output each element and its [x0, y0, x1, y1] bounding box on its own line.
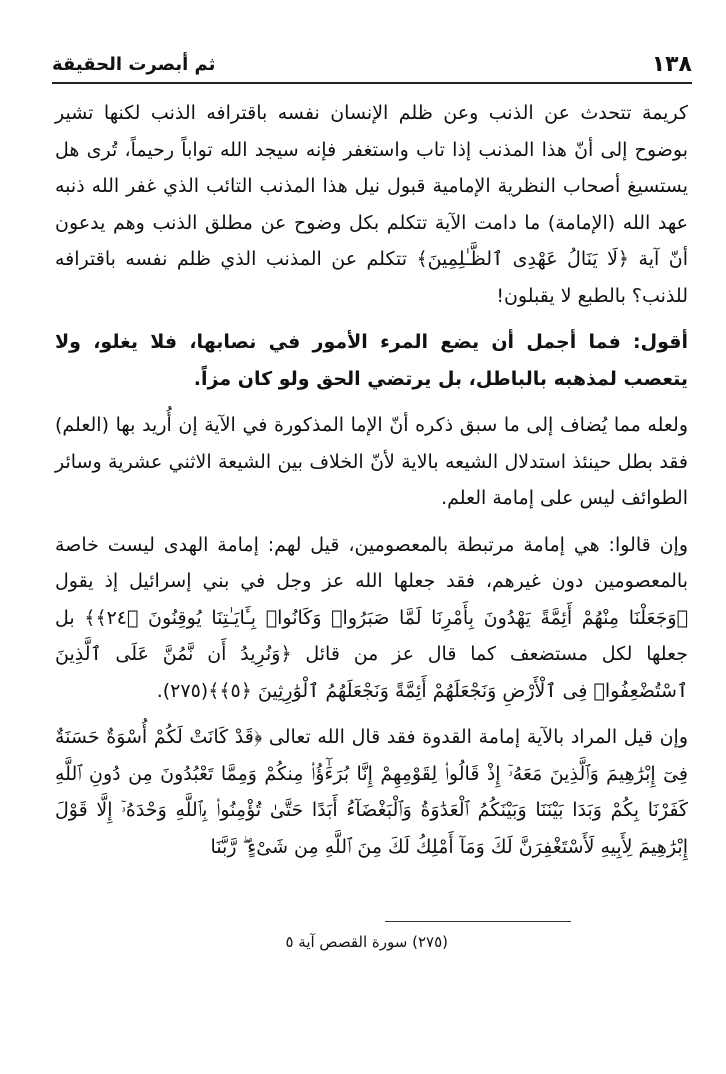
header-divider	[52, 82, 692, 84]
paragraph-3: ولعله مما يُضاف إلى ما سبق ذكره أنّ الإما المذكورة في الآية إن أُريد بها (العلم) فقد بطل حينئذ استدلال الشيعه بالاية لأنّ الخلاف بين الشيعة الاثني عشرية وسائر الطوائف ليس على إمامة العلم.	[55, 414, 688, 509]
paragraph-5: وإن قيل المراد بالآية إمامة القدوة فقد قال الله تعالى ﴿قَدْ كَانَتْ لَكُمْ أُسْوَةٌ حَسَنَةٌ فِىٓ إِبْرَٰهِيمَ وَٱلَّذِينَ مَعَهُۥٓ إِذْ قَالُوا۟ لِقَوْمِهِمْ إِنَّا بُرَءَٰٓؤُا۟ مِنكُمْ وَمِمَّا تَعْبُدُونَ مِن دُونِ ٱللَّهِ كَفَرْنَا بِكُمْ وَبَدَا بَيْنَنَا وَبَيْنَكُمُ ٱلْعَدَٰوَةُ وَٱلْبَغْضَآءُ أَبَدًا حَتَّىٰ تُؤْمِنُوا۟ بِٱللَّهِ وَحْدَهُۥٓ إِلَّا قَوْلَ إِبْرَٰهِيمَ لِأَبِيهِ لَأَسْتَغْفِرَنَّ لَكَ وَمَآ أَمْلِكُ لَكَ مِنَ ٱللَّهِ مِن شَىْءٍ ۖ رَّبَّنَا	[55, 726, 688, 858]
footnote: (٢٧٥) سورة القصص آية ٥	[285, 933, 448, 951]
running-title: ثم أبصرت الحقيقة	[52, 54, 216, 75]
main-text	[55, 95, 688, 865]
paragraph-1: كريمة تتحدث عن الذنب وعن ظلم الإنسان نفسه باقترافه الذنب لكنها تشير بوضوح إلى أنّ هذا المذنب إذا تاب واستغفر فإنه سيجد الله تواباً رحيماً، تُرى هل يستسيغ أصحاب النظرية الإمامية قبول نيل هذا المذنب التائب الذي غفر الله ذنبه عهد الله (الإمامة) ما دامت الآية تتكلم بكل وضوح عن مطلق الذنب وهم يدعون أنّ آية ﴿لَا يَنَالُ عَهْدِى ٱلظَّـٰلِمِينَ﴾ تتكلم عن المذنب الذي ظلم نفسه باقترافه للذنب؟ بالطبع لا يقبلون!	[55, 102, 688, 307]
paragraph-4: وإن قالوا: هي إمامة مرتبطة بالمعصومين، قيل لهم: إمامة الهدى ليست خاصة بالمعصومين دون غيرهم، فقد جعلها الله عز وجل في بني إسرائيل إذ يقول ﴿وَجَعَلْنَا مِنْهُمْ أَئِمَّةً يَهْدُونَ بِأَمْرِنَا لَمَّا صَبَرُوا۟ وَكَانُوا۟ بِـَٔايَـٰتِنَا يُوقِنُونَ ﴿٢٤﴾﴾ بل جعلها لكل مستضعف كما قال عز من قائل ﴿وَنُرِيدُ أَن نَّمُنَّ عَلَى ٱلَّذِينَ ٱسْتُضْعِفُوا۟ فِى ٱلْأَرْضِ وَنَجْعَلَهُمْ أَئِمَّةً وَنَجْعَلَهُمُ ٱلْوَٰرِثِينَ ﴿٥﴾﴾(٢٧٥).	[55, 533, 688, 702]
page-number: ١٣٨	[651, 52, 692, 77]
page-header	[52, 52, 692, 80]
paragraph-2: أقول: فما أجمل أن يضع المرء الأمور في نصابها، فلا يغلو، ولا يتعصب لمذهبه بالباطل، بل يرتضي الحق ولو كان مزاً.	[55, 331, 688, 390]
footnote-divider	[385, 921, 571, 922]
